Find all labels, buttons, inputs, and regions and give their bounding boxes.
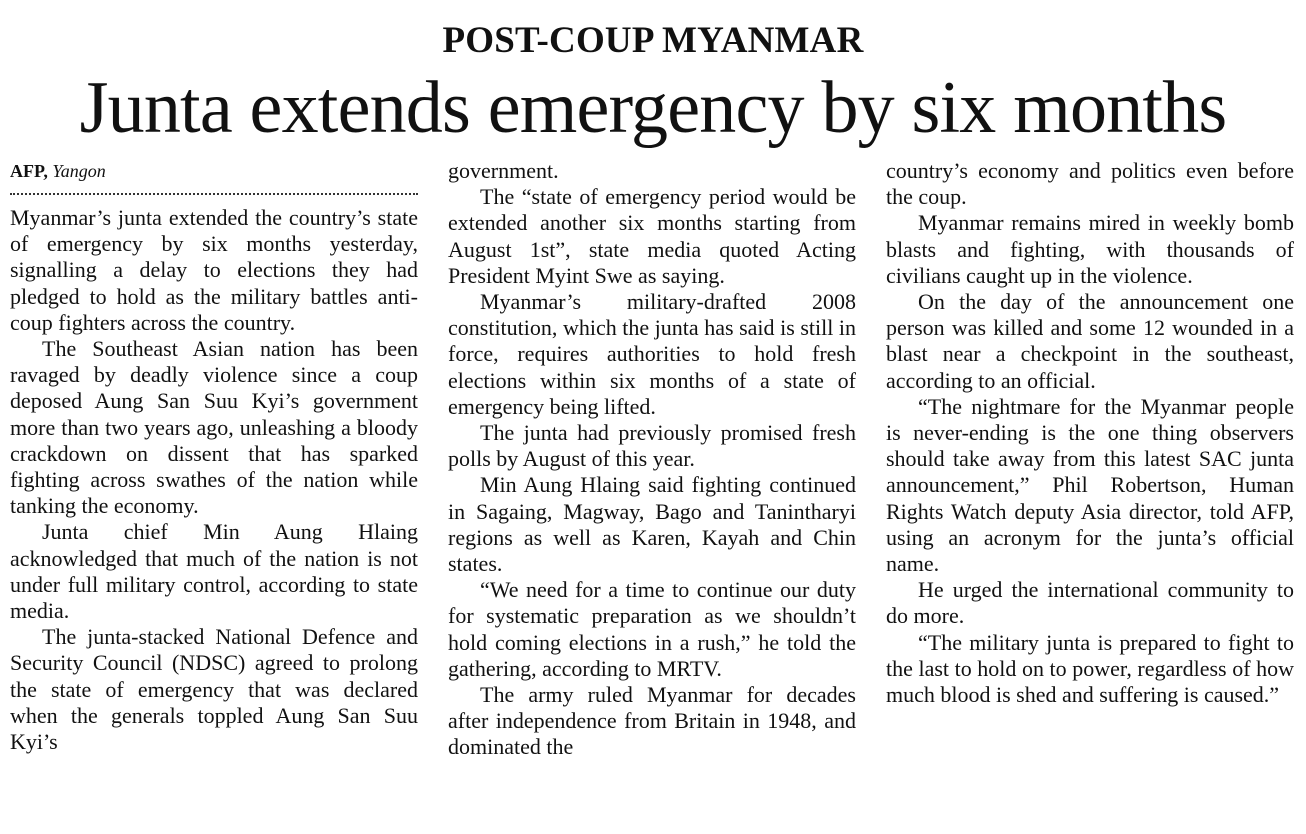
paragraph: The “state of emergency period would be extended another six months starting from August 1st”, state media quoted Acting President Myint Swe as saying. — [448, 184, 856, 288]
article-column-2 — [448, 158, 856, 761]
paragraph: Myanmar’s junta extended the country’s state of emergency by six months yesterday, signalling a delay to elections they had pledged to hold as the military battles anti-coup fighters across the country. — [10, 205, 418, 335]
paragraph: Myanmar’s military-drafted 2008 constitution, which the junta has said is still in force, requires authorities to hold fresh elections within six months of a state of emergency being lifted. — [448, 289, 856, 419]
paragraph: The army ruled Myanmar for decades after independence from Britain in 1948, and dominated the — [448, 682, 856, 760]
paragraph: On the day of the announcement one person was killed and some 12 wounded in a blast near a checkpoint in the southeast, according to an official. — [886, 289, 1294, 393]
article-column-3 — [886, 158, 1294, 708]
paragraph: The junta had previously promised fresh polls by August of this year. — [448, 420, 856, 472]
paragraph: “We need for a time to continue our duty for systematic preparation as we shouldn’t hold coming elections in a rush,” he told the gathering, according to MRTV. — [448, 577, 856, 681]
paragraph: Min Aung Hlaing said fighting continued in Sagaing, Magway, Bago and Tanintharyi regions as well as Karen, Kayah and Chin states. — [448, 472, 856, 577]
byline-location: Yangon — [52, 161, 106, 181]
byline-agency: AFP, — [10, 161, 48, 181]
byline — [10, 158, 418, 184]
paragraph: Junta chief Min Aung Hlaing acknowledged that much of the nation is not under full military control, according to state media. — [10, 519, 418, 624]
paragraph: government. — [448, 158, 559, 183]
paragraph: “The nightmare for the Myanmar people is never-ending is the one thing observers should take away from this latest SAC junta announcement,” Phil Robertson, Human Rights Watch deputy Asia director, told AFP, using an acronym for the junta’s official name. — [886, 393, 1294, 577]
paragraph: The Southeast Asian nation has been ravaged by deadly violence since a coup deposed Aung San Suu Kyi’s government more than two years ago, unleashing a bloody crackdown on dissent that has sparked fighting across swathes of the nation while tanking the economy. — [10, 336, 418, 519]
article-column-1 — [10, 158, 418, 755]
headline: Junta extends emergency by six months — [79, 67, 1227, 149]
paragraph: country’s economy and politics even before the coup. — [886, 158, 1294, 210]
paragraph: He urged the international community to do more. — [886, 577, 1294, 629]
kicker: POST-COUP MYANMAR — [442, 20, 864, 61]
paragraph: “The military junta is prepared to fight to the last to hold on to power, regardless of how much blood is shed and suffering is caused.” — [886, 629, 1294, 708]
byline-divider — [10, 193, 418, 195]
paragraph: Myanmar remains mired in weekly bomb blasts and fighting, with thousands of civilians caught up in the violence. — [886, 210, 1294, 288]
paragraph: The junta-stacked National Defence and Security Council (NDSC) agreed to prolong the state of emergency that was declared when the generals toppled Aung San Suu Kyi’s — [10, 624, 418, 755]
